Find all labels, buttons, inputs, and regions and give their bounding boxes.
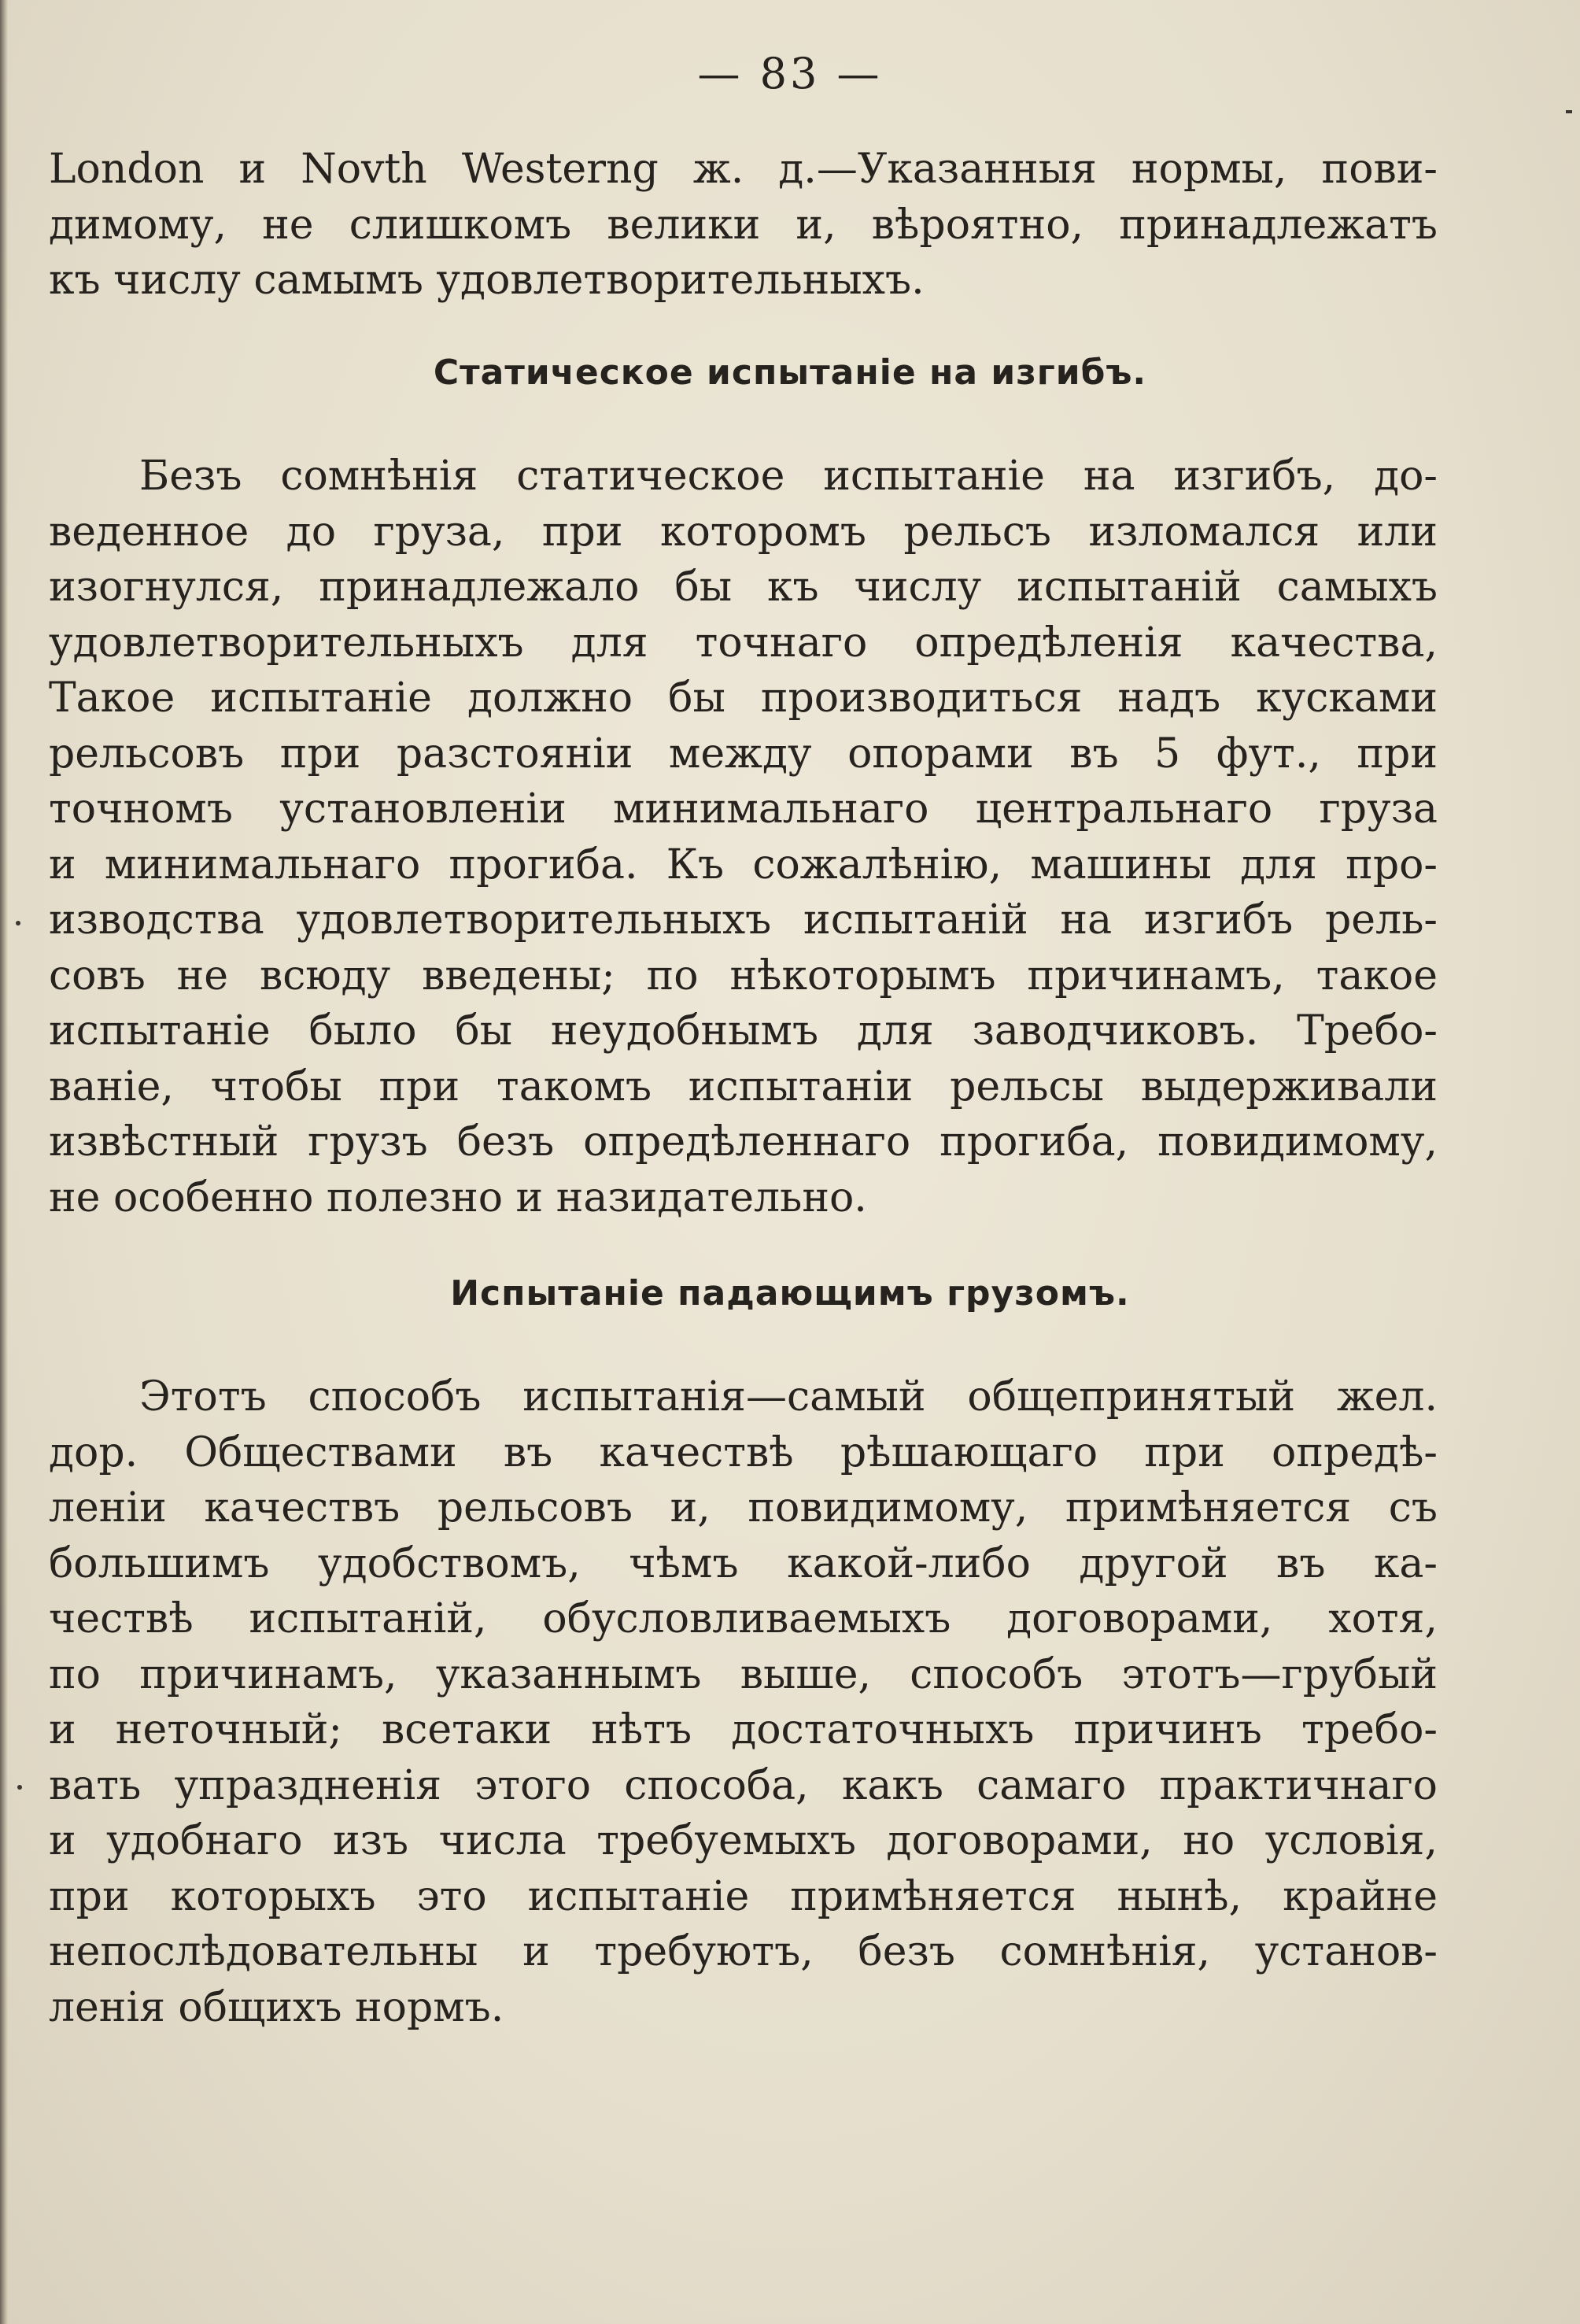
text-line: изогнулся, принадлежало бы къ числу испытаній самыхъ — [49, 563, 1438, 611]
text-line: не особенно полезно и назидательно. — [49, 1173, 867, 1221]
paragraph-static-bending — [49, 449, 1438, 1225]
page-specks — [17, 1785, 22, 1790]
page-specks — [1566, 110, 1572, 113]
text-line: по причинамъ, указаннымъ выше, способъ этотъ—грубый — [49, 1650, 1438, 1698]
text-line: испытаніе было бы неудобнымъ для заводчиковъ. Требо- — [49, 1007, 1438, 1055]
page-number: — 83 — — [697, 49, 883, 98]
text-line: непослѣдовательны и требуютъ, безъ сомнѣнія, установ- — [49, 1928, 1438, 1975]
text-line: веденное до груза, при которомъ рельсъ изломался или — [49, 508, 1438, 556]
text-line: Такое испытаніе должно бы производиться надъ кусками — [49, 674, 1438, 722]
text-line: удовлетворительныхъ для точнаго опредѣленія качества, — [49, 619, 1438, 667]
text-line: вать упраздненія этого способа, какъ самаго практичнаго — [49, 1761, 1438, 1809]
text-line: London и Novth Westerng ж. д.—Указанныя нормы, пови- — [49, 146, 1438, 193]
text-line: при которыхъ это испытаніе примѣняется нынѣ, крайне — [49, 1872, 1438, 1920]
page-binding-edge — [0, 0, 8, 2324]
text-line: и неточный; всетаки нѣтъ достаточныхъ причинъ требо- — [49, 1706, 1438, 1753]
paragraph-drop-test — [49, 1369, 1438, 2035]
text-line: Безъ сомнѣнія статическое испытаніе на изгибъ, до- — [139, 453, 1438, 500]
section-heading-drop-test: Испытаніе падающимъ грузомъ. — [450, 1273, 1130, 1313]
text-line: рельсовъ при разстояніи между опорами въ 5 фут., при — [49, 730, 1438, 778]
text-line: дор. Обществами въ качествѣ рѣшающаго при опредѣ- — [49, 1428, 1438, 1476]
text-line: чествѣ испытаній, обусловливаемыхъ договорами, хотя, — [49, 1595, 1438, 1642]
text-line: точномъ установленіи минимальнаго центральнаго груза — [49, 785, 1438, 833]
text-line: леніи качествъ рельсовъ и, повидимому, примѣняется съ — [49, 1484, 1438, 1531]
text-line: большимъ удобствомъ, чѣмъ какой-либо другой въ ка- — [49, 1539, 1438, 1587]
text-line: ленія общихъ нормъ. — [49, 1983, 504, 2031]
text-line: къ числу самымъ удовлетворительныхъ. — [49, 257, 925, 304]
text-line: извѣстный грузъ безъ опредѣленнаго прогиба, повидимому, — [49, 1118, 1438, 1166]
text-line: ваніе, чтобы при такомъ испытаніи рельсы выдерживали — [49, 1062, 1438, 1110]
section-heading-static-bending: Статическое испытаніе на изгибъ. — [433, 353, 1147, 393]
page-specks — [16, 921, 20, 926]
text-line: Этотъ способъ испытанія—самый общепринятый жел. — [139, 1373, 1438, 1421]
text-line: и минимальнаго прогиба. Къ сожалѣнію, машины для про- — [49, 841, 1438, 889]
text-line: димому, не слишкомъ велики и, вѣроятно, принадлежатъ — [49, 201, 1438, 249]
text-line: и удобнаго изъ числа требуемыхъ договорами, но условія, — [49, 1817, 1438, 1864]
text-line: совъ не всюду введены; по нѣкоторымъ причинамъ, такое — [49, 951, 1438, 999]
text-line: изводства удовлетворительныхъ испытаній на изгибъ рель- — [49, 896, 1438, 944]
intro-paragraph — [49, 142, 1438, 309]
